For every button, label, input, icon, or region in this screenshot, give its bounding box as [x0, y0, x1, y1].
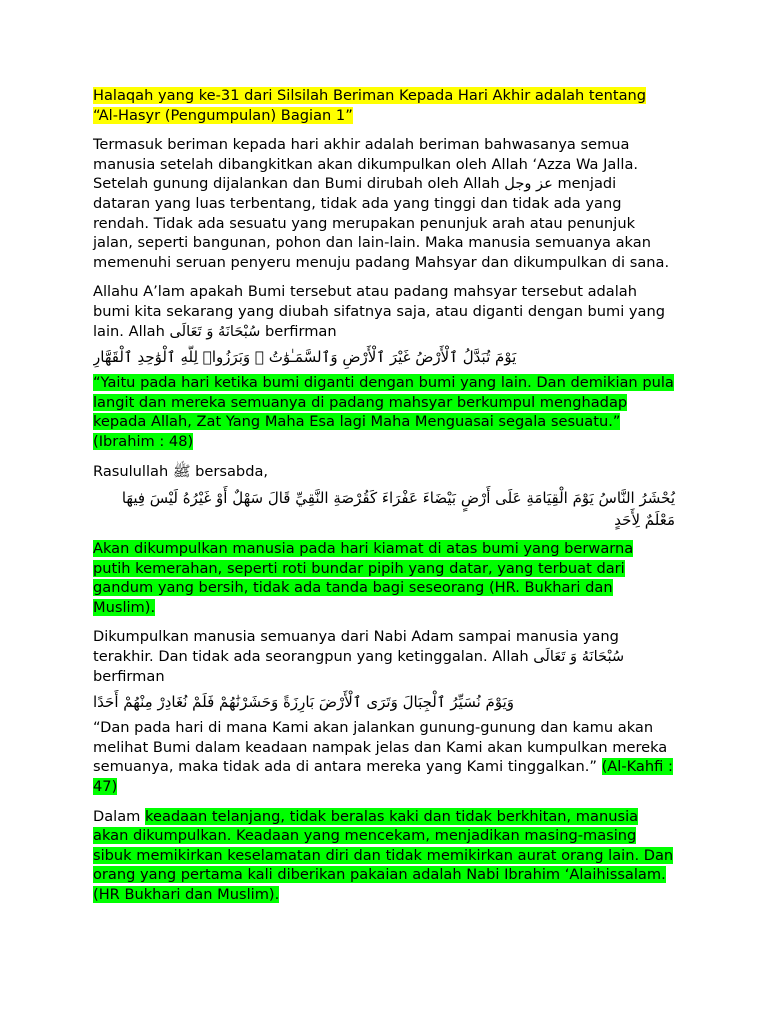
title-paragraph: [93, 86, 675, 125]
rasul-line: Rasulullah ﷺ bersabda,: [93, 462, 269, 480]
hadith-arabic: يُحْشَرُ النَّاسُ يَوْمَ الْقِيَامَةِ عَلَى أَرْضٍ بَيْضَاءَ عَفْرَاءَ كَقُرْصَةِ النَّقِيِّ قَالَ سَهْلٌ أَوْ غَيْرُهُ لَيْسَ فِيهَا مَعْلَمٌ لِأَحَدٍ: [121, 489, 675, 530]
ayah-2-reference: (Al-Kahfi : 47): [93, 758, 673, 796]
ayah-2-translation: “Dan pada hari di mana Kami akan jalankan gunung-gunung dan kamu akan melihat Bumi dalam keadaan nampak jelas dan Kami akan kumpulkan mereka semuanya, maka tidak ada di antara mereka yang Kami tinggalkan.”: [93, 719, 668, 776]
ayah-2-paragraph: [93, 718, 675, 796]
paragraph-4-lead: Dalam: [93, 807, 146, 825]
paragraph-4: [93, 807, 675, 905]
document-body: [93, 86, 675, 915]
hadith-translation-paragraph: [93, 539, 675, 617]
paragraph-3: Dikumpulkan manusia semuanya dari Nabi Adam sampai manusia yang terakhir. Dan tidak ada seorangpun yang ketinggalan. Allah سُبْحَانَهُ وَ تَعَالَى berfirman: [93, 628, 625, 685]
ayah-1-arabic: يَوْمَ تُبَدَّلُ ٱلْأَرْضُ غَيْرَ ٱلْأَرْضِ وَٱلسَّمَـٰوَٰتُ ۖ وَبَرَزُوا۟ لِلَّهِ ٱلْوَٰحِدِ ٱلْقَهَّارِ: [93, 348, 517, 367]
hadith-translation: Akan dikumpulkan manusia pada hari kiamat di atas bumi yang berwarna putih kemerahan, seperti roti bundar pipih yang datar, yang terbuat dari gandum yang bersih, tidak ada tanda bagi seseorang (HR. Bukhari dan Muslim).: [93, 540, 634, 616]
ayah-2-arabic: وَيَوْمَ نُسَيِّرُ ٱلْجِبَالَ وَتَرَى ٱلْأَرْضَ بَارِزَةً وَحَشَرْنَٰهُمْ فَلَمْ نُغَادِرْ مِنْهُمْ أَحَدًا: [93, 693, 514, 712]
title-highlight: Halaqah yang ke-31 dari Silsilah Beriman Kepada Hari Akhir adalah tentang “Al-Hasyr (Pengumpulan) Bagian 1”: [93, 87, 647, 124]
paragraph-4-highlight: keadaan telanjang, tidak beralas kaki dan tidak berkhitan, manusia akan dikumpulkan. Keadaan yang mencekam, menjadikan masing-masing sibuk memikirkan keselamatan diri dan tidak memikirkan aurat orang lain. Dan orang yang pertama kali diberikan pakaian adalah Nabi Ibrahim ‘Alaihissalam. (HR Bukhari dan Muslim).: [93, 807, 674, 903]
paragraph-2: Allahu A’lam apakah Bumi tersebut atau padang mahsyar tersebut adalah bumi kita sekarang yang diubah sifatnya saja, atau diganti dengan bumi yang lain. Allah سُبْحَانَهُ وَ تَعَالَى berfirman: [93, 283, 665, 340]
paragraph-1: Termasuk beriman kepada hari akhir adalah beriman bahwasanya semua manusia setelah dibangkitkan akan dikumpulkan oleh Allah ‘Azza Wa Jalla. Setelah gunung dijalankan dan Bumi dirubah oleh Allah عز وجل menjadi dataran yang luas terbentang, tidak ada yang tinggi dan tidak ada yang rendah. Tidak ada sesuatu yang merupakan penunjuk arah atau penunjuk jalan, seperti bangunan, pohon dan lain-lain. Maka manusia semuanya akan memenuhi seruan penyeru menuju padang Mahsyar dan dikumpulkan di sana.: [93, 136, 670, 271]
ayah-1-translation-paragraph: [93, 373, 675, 451]
ayah-1-translation: “Yaitu pada hari ketika bumi diganti dengan bumi yang lain. Dan demikian pula langit dan mereka semuanya di padang mahsyar berkumpul menghadap kepada Allah, Zat Yang Maha Esa lagi Maha Menguasai segala sesuatu.” (Ibrahim : 48): [93, 374, 674, 450]
